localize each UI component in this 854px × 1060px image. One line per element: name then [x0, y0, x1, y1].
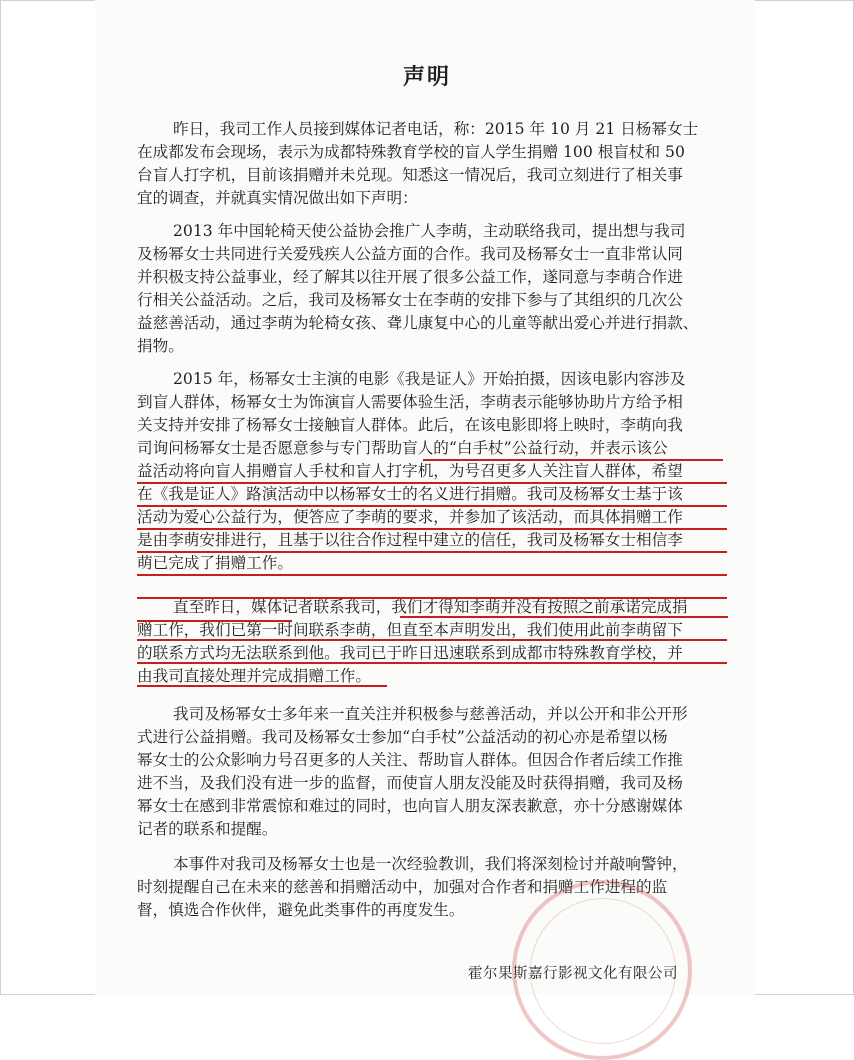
highlight-underline	[137, 685, 387, 687]
paragraph-2	[137, 220, 729, 358]
text-line: 活动为爱心公益行为，便答应了李萌的要求，并参加了该活动，而具体捐赠工作	[137, 508, 683, 526]
text-line: 捐物。	[137, 337, 184, 355]
paragraph-1	[137, 118, 729, 210]
text-line: 由我司直接处理并完成捐赠工作。	[137, 667, 371, 685]
highlight-underline	[423, 459, 723, 461]
highlight-underline	[137, 482, 727, 484]
paragraph-5	[137, 703, 729, 841]
text-line: 在《我是证人》路演活动中以杨幂女士的名义进行捐赠。我司及杨幂女士基于该	[137, 485, 683, 503]
text-line: 关支持并安排了杨幂女士接触盲人群体。此后，在该电影即将上映时，李萌向我	[137, 416, 683, 434]
text-line: 式进行公益捐赠。我司及杨幂女士参加“白手杖”公益活动的初心亦是希望以杨	[137, 728, 668, 746]
text-line: 幂女士的公众影响力号召更多的人关注、帮助盲人群体。但因合作者后续工作推	[137, 751, 683, 769]
paragraph-3	[137, 368, 729, 575]
text-line: 幂女士在感到非常震惊和难过的同时，也向盲人朋友深表歉意，亦十分感谢媒体	[137, 797, 683, 815]
text-line: 2015 年，杨幂女士主演的电影《我是证人》开始拍摄，因该电影内容涉及	[173, 370, 686, 388]
highlight-underline	[400, 616, 728, 618]
text-line: 2013 年中国轮椅天使公益协会推广人李萌，主动联络我司，提出想与我司	[173, 222, 686, 240]
text-line: 萌已完成了捐赠工作。	[137, 554, 293, 572]
text-line: 司询问杨幂女士是否愿意参与专门帮助盲人的“白手杖”公益行动，并表示该公	[137, 439, 668, 457]
highlight-underline	[137, 639, 727, 641]
highlight-underline	[137, 662, 727, 664]
text-line: 益慈善活动，通过李萌为轮椅女孩、聋儿康复中心的儿童等献出爱心并进行捐款、	[137, 314, 699, 332]
text-line: 台盲人打字机，目前该捐赠并未兑现。知悉这一情况后，我司立刻进行了相关事	[137, 166, 683, 184]
text-line: 的联系方式均无法联系到他。我司已于昨日迅速联系到成都市特殊教育学校，并	[137, 644, 683, 662]
paragraph-4	[137, 596, 729, 688]
text-line: 昨日，我司工作人员接到媒体记者电话，称：2015 年 10 月 21 日杨幂女士	[173, 120, 699, 138]
text-line: 本事件对我司及杨幂女士也是一次经验教训，我们将深刻检讨并敲响警钟，	[173, 855, 688, 873]
text-line: 是由李萌安排进行，且基于以往合作过程中建立的信任，我司及杨幂女士相信李	[137, 531, 683, 549]
text-line: 在成都发布会现场，表示为成都特殊教育学校的盲人学生捐赠 100 根盲杖和 50	[137, 143, 685, 161]
text-line: 宜的调查，并就真实情况做出如下声明：	[137, 189, 418, 207]
company-signature: 霍尔果斯嘉行影视文化有限公司	[468, 966, 678, 982]
text-line: 及杨幂女士共同进行关爱残疾人公益方面的合作。我司及杨幂女士一直非常认同	[137, 245, 683, 263]
text-line: 行相关公益活动。之后，我司及杨幂女士在李萌的安排下参与了其组织的几次公	[137, 291, 683, 309]
page-title: 声明	[402, 64, 451, 90]
highlight-underline	[137, 505, 727, 507]
text-line: 到盲人群体，杨幂女士为饰演盲人需要体验生活，李萌表示能够协助片方给予相	[137, 393, 683, 411]
text-line: 督，慎选合作伙伴，避免此类事件的再度发生。	[137, 901, 465, 919]
text-line: 时刻提醒自己在未来的慈善和捐赠活动中，加强对合作者和捐赠工作进程的监	[137, 878, 668, 896]
text-line: 记者的联系和提醒。	[137, 820, 278, 838]
highlight-underline	[137, 528, 727, 530]
highlight-underline	[137, 574, 727, 576]
text-line: 益活动将向盲人捐赠盲人手杖和盲人打字机，为号召更多人关注盲人群体，希望	[137, 462, 683, 480]
highlight-underline	[137, 551, 727, 553]
text-line: 进不当，及我们没有进一步的监督，而使盲人朋友没能及时获得捐赠，我司及杨	[137, 774, 683, 792]
text-line: 赠工作，我们已第一时间联系李萌，但直至本声明发出，我们使用此前李萌留下	[137, 621, 683, 639]
text-line: 我司及杨幂女士多年来一直关注并积极参与慈善活动，并以公开和非公开形	[173, 705, 688, 723]
text-line: 直至昨日，媒体记者联系我司，我们才得知李萌并没有按照之前承诺完成捐	[173, 598, 688, 616]
text-line: 并积极支持公益事业，经了解其以往开展了很多公益工作，遂同意与李萌合作进	[137, 268, 683, 286]
